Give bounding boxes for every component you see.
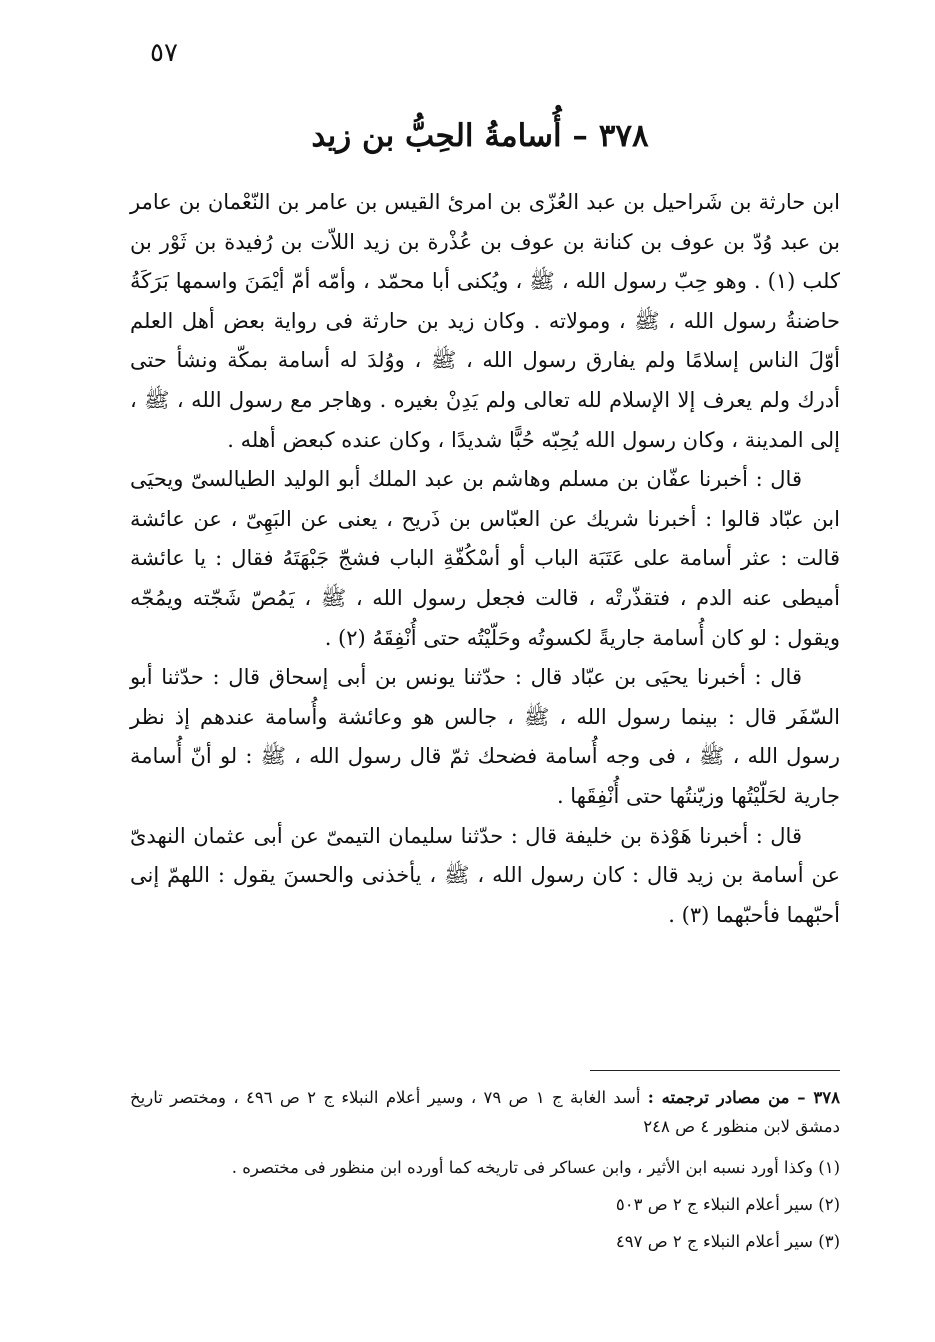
footnote-2: (٢) سير أعلام النبلاء ج ٢ ص ٥٠٣ [615, 1195, 840, 1214]
paragraph-hadith-2: قال : أخبرنا يحيَى بن عبّاد قال : حدّثنا يونس بن أبى إسحاق قال : حدّثنا أبو السّفَر قال : بينما رسول الله ، ﷺ ، جالس هو وعائشة وأُسامة عندهم إذ نظر رسول الله ، ﷺ ، فى وجه أُسامة فضحك ثمّ قال رسول الله ، ﷺ : لو أنّ أُسامة جارية لحَلّيْتُها وزيّنتُها حتى أُنْفِقَها . [130, 665, 840, 808]
page-number: ٥٧ [150, 38, 178, 68]
paragraph-hadith-3: قال : أخبرنا هَوْذة بن خليفة قال : حدّثنا سليمان التيمىّ عن أبى عثمان النهدىّ عن أسامة بن زيد قال : كان رسول الله ، ﷺ ، يأخذنى والحسنَ يقول : اللهمّ إنى أحبّهما فأحبّهما (٣) . [130, 823, 840, 927]
footnote-sources [130, 1083, 840, 1141]
body-text [130, 183, 840, 935]
footnotes [130, 1083, 840, 1260]
footnote-sources-text: أسد الغابة ج ١ ص ٧٩ ، وسير أعلام النبلاء ج ٢ ص ٤٩٦ ، ومختصر تاريخ دمشق لابن منظور ٤ ص ٢٤٨ [130, 1088, 840, 1136]
footnote-3: (٣) سير أعلام النبلاء ج ٢ ص ٤٩٧ [615, 1232, 840, 1251]
footnote-1: (١) وكذا أورد نسبه ابن الأثير ، وابن عساكر فى تاريخه كما أورده ابن منظور فى مختصره . [231, 1158, 840, 1177]
paragraph-hadith-1: قال : أخبرنا عفّان بن مسلم وهاشم بن عبد الملك أبو الوليد الطيالسىّ ويحيَى ابن عبّاد قالوا : أخبرنا شريك عن العبّاس بن ذَريح ، يعنى عن البَهِىّ ، عن عائشة قالت : عثر أسامة على عَتَبَة الباب أو أسْكُفّةِ الباب فشجّ جَبْهَتَهُ فقال : يا عائشة أميطى عنه الدم ، فتقذّرتْه ، قالت فجعل رسول الله ، ﷺ ، يَمُصّ شَجّته ويمُجّه ويقول : لو كان أُسامة جاريةً لكسوتُه وحَلّيْتُه حتى أُنْفِقَهُ (٢) . [130, 467, 840, 650]
paragraph-lineage: ابن حارثة بن شَراحيل بن عبد العُزّى بن امرئ القيس بن عامر بن النّعْمان بن عامر بن عبد وُدّ بن عوف بن كنانة بن عوف بن عُذْرة بن زيد اللاّت بن رُفيدة بن ثَوْر بن كلب (١) . وهو حِبّ رسول الله ، ﷺ ، ويُكنى أبا محمّد ، وأمّه أمّ أيْمَنَ واسمها بَرَكَةُ حاضنةُ رسول الله ، ﷺ ، ومولاته . وكان زيد بن حارثة فى رواية بعض أهل العلم أوّلَ الناس إسلامًا ولم يفارق رسول الله ، ﷺ ، ووُلدَ له أسامة بمكّة ونشأ حتى أدرك ولم يعرف إلا الإسلام لله تعالى ولم يَدِنْ بغيره . وهاجر مع رسول الله ، ﷺ ، إلى المدينة ، وكان رسول الله يُحِبّه حُبًّا شديدًا ، وكان عنده كبعض أهله . [130, 190, 840, 452]
entry-title: ٣٧٨ – أُسامةُ الحِبُّ بن زيد [311, 118, 649, 154]
footnote-divider [590, 1070, 840, 1071]
footnote-sources-label: ٣٧٨ – من مصادر ترجمته : [647, 1088, 840, 1107]
